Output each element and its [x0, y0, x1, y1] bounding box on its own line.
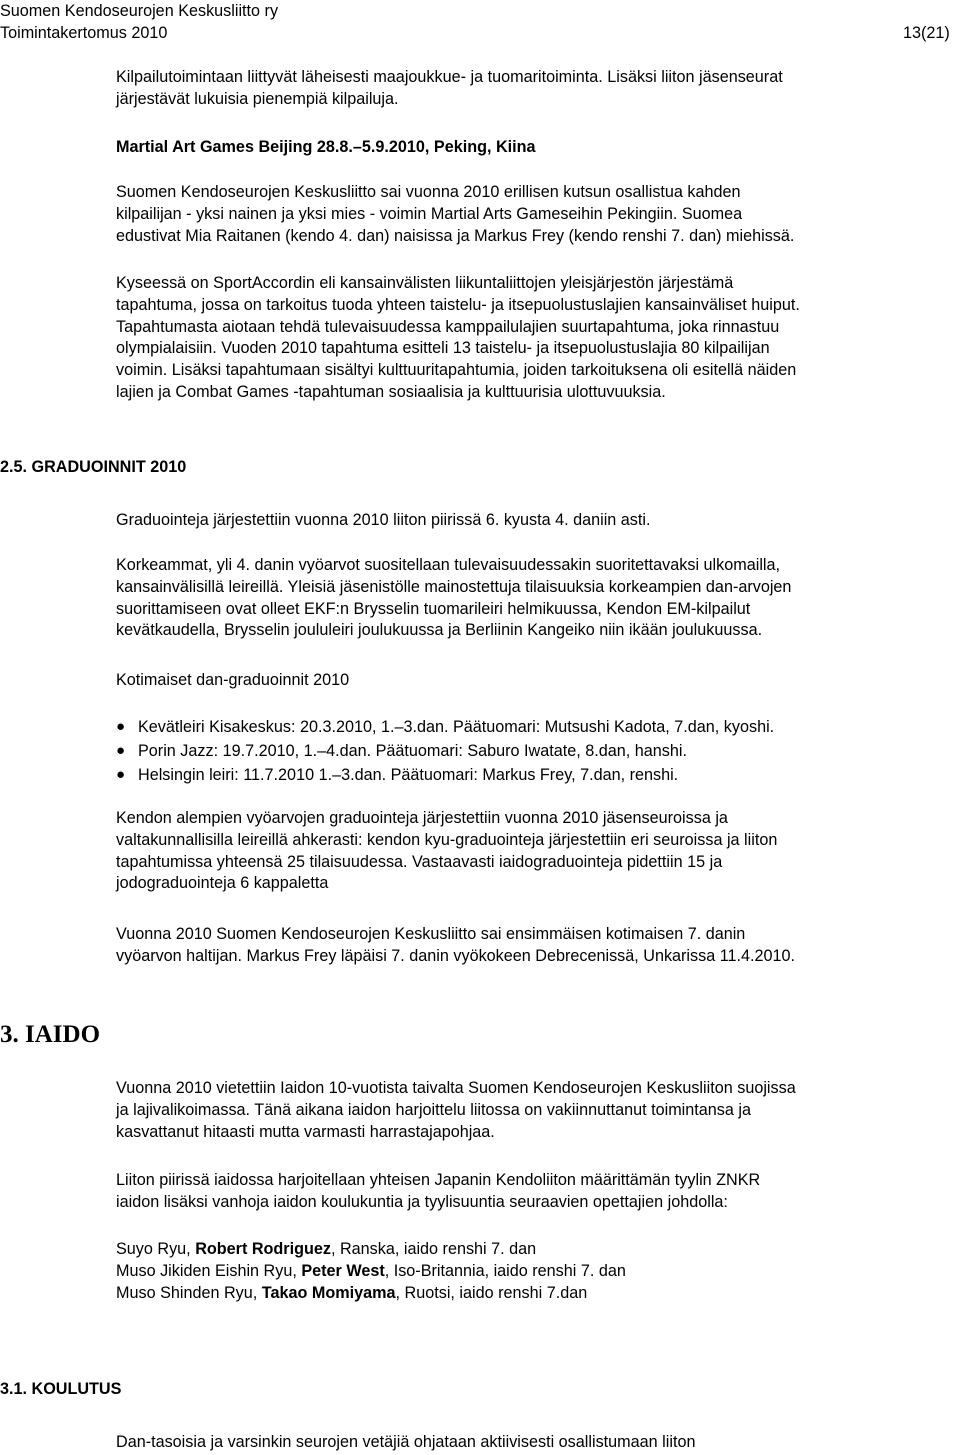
teacher-name: Peter West [301, 1261, 385, 1280]
text-line: kansainvälisillä leireillä. Yleisiä jäsenistölle mainostettuja tilaisuuksia korkeampien dan-arvojen [116, 577, 792, 596]
text-line: Kilpailutoimintaan liittyvät läheisesti maajoukkue- ja tuomaritoiminta. Lisäksi liiton jäsenseurat [116, 68, 783, 86]
teacher-details: , Ruotsi, iaido renshi 7.dan [395, 1283, 588, 1302]
text-line: tapahtuma, jossa on tarkoitus tuoda yhteen taistelu- ja itsepuolustuslajien kansainväliset huiput. [116, 295, 800, 314]
header-page-number: 13(21) [903, 24, 950, 42]
teacher-name: Takao Momiyama [261, 1283, 396, 1302]
text-line: Suomen Kendoseurojen Keskusliitto sai vuonna 2010 erillisen kutsun osallistua kahden [116, 183, 741, 201]
chapter-heading-iaido: 3. IAIDO [0, 1021, 101, 1048]
text-line: valtakunnallisilla leireillä ahkerasti: kendon kyu-graduointeja järjestettiin eri seuroissa ja liiton [116, 830, 778, 849]
text-line: edustivat Mia Raitanen (kendo 4. dan) naisissa ja Markus Frey (kendo renshi 7. dan) miehissä. [116, 226, 795, 245]
kotimaiset-heading: Kotimaiset dan-graduoinnit 2010 [116, 671, 350, 689]
text-line: voimin. Lisäksi tapahtumaan sisältyi kulttuuritapahtumia, joiden tarkoituksena oli esitellä näiden [116, 361, 797, 380]
graduation-events-list [116, 715, 774, 787]
teacher-details: , Ranska, iaido renshi 7. dan [330, 1240, 537, 1258]
teacher-school: Muso Jikiden Eishin Ryu, [116, 1261, 302, 1280]
teachers-list [116, 1239, 626, 1304]
teacher-line [116, 1239, 626, 1261]
text-line: kasvattanut hitaasti mutta varmasti harrastajapohjaa. [116, 1122, 495, 1141]
teacher-name: Robert Rodriguez [195, 1240, 331, 1258]
text-line: Kendon alempien vyöarvojen graduointeja järjestettiin vuonna 2010 jäsenseuroissa ja [116, 809, 728, 827]
iaido-paragraph-1 [116, 1078, 796, 1143]
text-line: ja lajivalikoimassa. Tänä aikana iaidon harjoittelu liitossa on vakiinnuttanut toimintansa ja [116, 1100, 751, 1119]
bullet-icon: ● [116, 718, 126, 735]
text-line: järjestävät lukuisia pienempiä kilpailuja. [116, 89, 399, 108]
teacher-details: , Iso-Britannia, iaido renshi 7. dan [384, 1261, 626, 1280]
bullet-icon: ● [116, 742, 126, 759]
teacher-school: Muso Shinden Ryu, [116, 1283, 262, 1302]
text-line: Liiton piirissä iaidossa harjoitellaan yhteisen Japanin Kendoliiton määrittämän tyylin ZNKR [116, 1171, 761, 1189]
bullet-icon: ● [116, 766, 126, 783]
graduoinnit-paragraph-3 [116, 808, 777, 895]
intro-paragraph [116, 67, 783, 111]
list-item-text: Kevätleiri Kisakeskus: 20.3.2010, 1.–3.dan. Päätuomari: Mutsushi Kadota, 7.dan, kyoshi. [138, 718, 775, 736]
text-line: iaidon lisäksi vanhoja iaidon koulukuntia ja tyylisuuntia seuraavien opettajien johdolla: [116, 1192, 728, 1211]
graduoinnit-paragraph-2 [116, 555, 791, 642]
martial-paragraph-2 [116, 273, 800, 404]
text-line: Korkeammat, yli 4. danin vyöarvot suositellaan tulevaisuudessakin suoritettavaksi ulkomailla, [116, 556, 781, 574]
header-report: Toimintakertomus 2010 [0, 24, 168, 42]
text-line: Kyseessä on SportAccordin eli kansainvälisten liikuntaliittojen yleisjärjestön järjestämä [116, 274, 734, 292]
section-heading-koulutus: 3.1. KOULUTUS [0, 1380, 122, 1398]
text-line: jodograduointeja 6 kappaletta [116, 874, 329, 893]
text-line: kevätkaudella, Brysselin joululeiri joulukuussa ja Berliinin Kangeiko niin ikään joulukuussa. [116, 621, 763, 640]
section-heading-martial-art-games: Martial Art Games Beijing 28.8.–5.9.2010, Peking, Kiina [116, 138, 536, 156]
text-line: lajien ja Combat Games -tapahtuman sosiaalisia ja kulttuurisia ulottuvuuksia. [116, 382, 666, 401]
teacher-line [116, 1283, 626, 1305]
koulutus-paragraph-1: Dan-tasoisia ja varsinkin seurojen vetäjiä ohjataan aktiivisesti osallistumaan liiton [116, 1433, 696, 1451]
text-line: suorittamiseen ovat olleet EKF:n Brysselin tuomarileiri helmikuussa, Kendon EM-kilpailut [116, 599, 751, 618]
list-item [116, 739, 774, 763]
martial-paragraph-1 [116, 182, 794, 247]
teacher-school: Suyo Ryu, [116, 1240, 196, 1258]
teacher-line [116, 1261, 626, 1283]
section-heading-graduoinnit: 2.5. GRADUOINNIT 2010 [0, 458, 187, 476]
list-item-text: Helsingin leiri: 11.7.2010 1.–3.dan. Päätuomari: Markus Frey, 7.dan, renshi. [138, 766, 679, 784]
graduoinnit-paragraph-4 [116, 924, 795, 968]
graduoinnit-paragraph-1: Graduointeja järjestettiin vuonna 2010 liiton piirissä 6. kyusta 4. daniin asti. [116, 511, 651, 529]
text-line: vyöarvon haltijan. Markus Frey läpäisi 7. danin vyökokeen Debrecenissä, Unkarissa 11.4.2010. [116, 946, 796, 965]
text-line: Vuonna 2010 vietettiin Iaidon 10-vuotista taivalta Suomen Kendoseurojen Keskusliiton suojissa [116, 1079, 796, 1097]
header-org: Suomen Kendoseurojen Keskusliitto ry [0, 2, 279, 20]
text-line: Vuonna 2010 Suomen Kendoseurojen Keskusliitto sai ensimmäisen kotimaisen 7. danin [116, 925, 746, 943]
list-item [116, 763, 774, 787]
list-item-text: Porin Jazz: 19.7.2010, 1.–4.dan. Päätuomari: Saburo Iwatate, 8.dan, hanshi. [138, 742, 687, 760]
list-item [116, 715, 774, 739]
text-line: Tapahtumasta aiotaan tehdä tulevaisuudessa kamppailulajien suurtapahtuma, joka rinnastuu [116, 317, 780, 336]
text-line: kilpailijan - yksi nainen ja yksi mies - voimin Martial Arts Gameseihin Pekingiin. Suomea [116, 204, 743, 223]
text-line: tapahtumissa yhteensä 25 tilaisuudessa. Vastaavasti iaidograduointeja pidettiin 15 ja [116, 852, 723, 871]
text-line: olympialaisiin. Vuoden 2010 tapahtuma esitteli 13 taistelu- ja itsepuolustuslajia 80 kilpailijan [116, 339, 770, 358]
iaido-paragraph-2 [116, 1170, 760, 1214]
